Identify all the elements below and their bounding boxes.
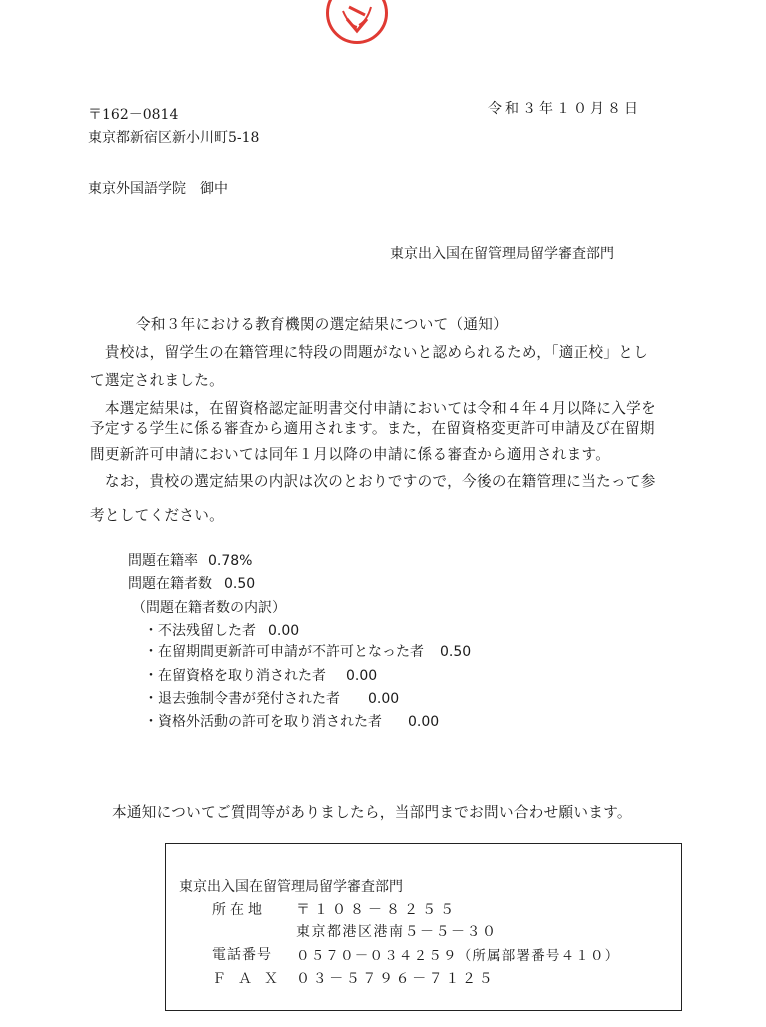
breakdown-label: ・退去強制令書が発付された者 <box>144 691 340 707</box>
contact-phone: ０５７０－０３４２５９（所属部署番号４１０） <box>296 948 620 964</box>
breakdown-title: （問題在籍者数の内訳） <box>132 600 286 616</box>
breakdown-value: 0.00 <box>408 714 440 730</box>
contact-fax: ０３－５７９６－７１２５ <box>296 971 496 987</box>
sender-postal-code: 〒162－0814 <box>88 107 179 123</box>
problem-rate-value: 0.78% <box>208 553 253 569</box>
breakdown-item <box>144 665 377 685</box>
recipient-name: 東京外国語学院 <box>88 181 186 197</box>
paragraph-line: 本選定結果は，在留資格認定証明書交付申請においては令和４年４月以降に入学を <box>90 400 656 417</box>
paragraph-line: て選定されました。 <box>90 372 225 389</box>
fax-label: ＦＡＸ <box>212 971 290 987</box>
breakdown-item <box>144 688 399 708</box>
breakdown-value: 0.00 <box>346 668 378 684</box>
paragraph-line: なお，貴校の選定結果の内訳は次のとおりですので，今後の在籍管理に当たって参 <box>90 473 656 490</box>
paragraph-line: 考としてください。 <box>90 507 225 524</box>
recipient <box>88 178 228 198</box>
problem-count-row <box>128 573 255 593</box>
letter-date: 令和３年１０月８日 <box>488 101 641 117</box>
problem-count-value: 0.50 <box>224 576 256 592</box>
contact-postal: 〒１０８－８２５５ <box>296 902 458 918</box>
breakdown-value: 0.50 <box>440 644 472 660</box>
breakdown-label: ・不法残留した者 <box>144 623 256 639</box>
problem-rate-label: 問題在籍率 <box>128 553 198 569</box>
phone-label: 電話番号 <box>212 947 272 963</box>
breakdown-label: ・在留期間更新許可申請が不許可となった者 <box>144 644 424 660</box>
recipient-honorific: 御中 <box>200 181 228 197</box>
contact-address: 東京都港区港南５－５－３０ <box>296 924 498 940</box>
breakdown-value: 0.00 <box>368 691 400 707</box>
contact-info-box <box>165 843 682 1011</box>
paragraph-line: 予定する学生に係る審査から適用されます。また，在留資格変更許可申請及び在留期 <box>90 420 655 437</box>
paragraph-line: 間更新許可申請においては同年１月以降の申請に係る審査から適用されます。 <box>90 446 611 463</box>
sender-address: 東京都新宿区新小川町5-18 <box>88 130 260 146</box>
sender-department: 東京出入国在留管理局留学審査部門 <box>390 246 614 262</box>
notice-title: 令和３年における教育機関の選定結果について（通知） <box>136 316 509 333</box>
paragraph-line: 貴校は，留学生の在籍管理に特段の問題がないと認められるため，「適正校」とし <box>90 344 649 361</box>
breakdown-label: ・資格外活動の許可を取り消された者 <box>144 714 382 730</box>
breakdown-value: 0.00 <box>268 623 300 639</box>
problem-rate-row <box>128 550 252 570</box>
breakdown-item <box>144 641 471 661</box>
breakdown-item <box>144 620 299 640</box>
breakdown-item <box>144 711 439 731</box>
official-seal-stamp <box>326 0 388 44</box>
closing-sentence: 本通知についてご質問等がありましたら，当部門までお問い合わせ願います。 <box>112 804 632 821</box>
breakdown-label: ・在留資格を取り消された者 <box>144 668 326 684</box>
address-label: 所在地 <box>212 902 266 918</box>
contact-department: 東京出入国在留管理局留学審査部門 <box>179 879 403 895</box>
problem-count-label: 問題在籍者数 <box>128 576 212 592</box>
